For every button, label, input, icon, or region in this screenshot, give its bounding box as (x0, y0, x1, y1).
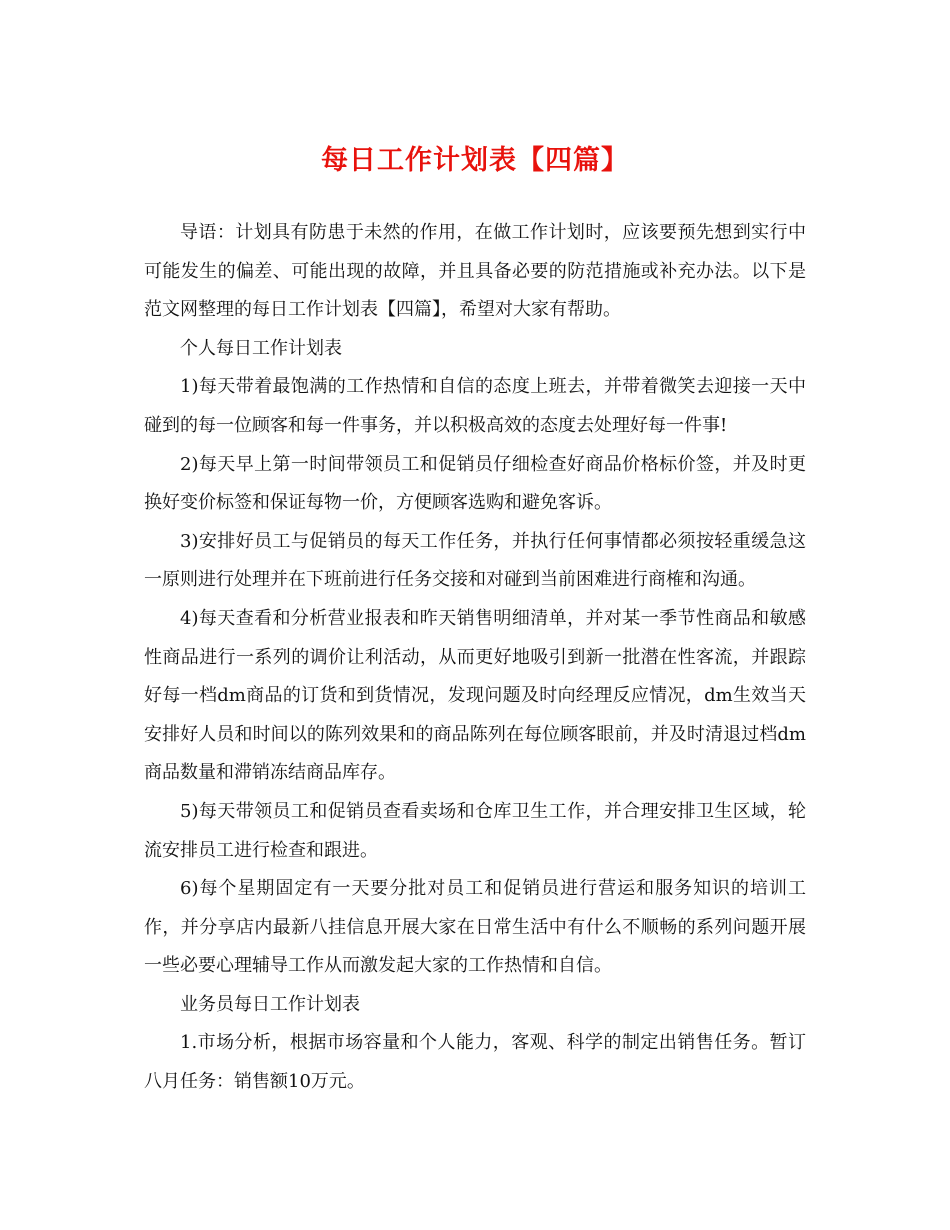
list-item: 4)每天查看和分析营业报表和昨天销售明细清单，并对某一季节性商品和敏感性商品进行一系列的调价让利活动，从而更好地吸引到新一批潜在性客流，并跟踪好每一档dm商品的订货和到货情况，发现问题及时向经理反应情况，dm生效当天安排好人员和时间以的陈列效果和的商品陈列在每位顾客眼前，并及时清退过档dm商品数量和滞销冻结商品库存。 (144, 607, 806, 784)
list-item: 1)每天带着最饱满的工作热情和自信的态度上班去，并带着微笑去迎接一天中碰到的每一位顾客和每一件事务，并以积极高效的态度去处理好每一件事! (144, 376, 806, 436)
list-item: 1.市场分析，根据市场容量和个人能力，客观、科学的制定出销售任务。暂订八月任务：销售额10万元。 (144, 1032, 806, 1093)
document-body (144, 214, 806, 1102)
list-item: 6)每个星期固定有一天要分批对员工和促销员进行营运和服务知识的培训工作，并分享店内最新八挂信息开展大家在日常生活中有什么不顺畅的系列问题开展一些必要心理辅导工作从而激发起大家的工作热情和自信。 (144, 878, 806, 977)
list-item: 5)每天带领员工和促销员查看卖场和仓库卫生工作，并合理安排卫生区域，轮流安排员工进行检查和跟进。 (144, 800, 806, 861)
document-title: 每日工作计划表【四篇】 (321, 145, 629, 176)
intro-paragraph: 导语：计划具有防患于未然的作用，在做工作计划时，应该要预先想到实行中可能发生的偏差、可能出现的故障，并且具备必要的防范措施或补充办法。以下是范文网整理的每日工作计划表【四篇】，希望对大家有帮助。 (144, 222, 806, 321)
list-item: 3)安排好员工与促销员的每天工作任务，并执行任何事情都必须按轻重缓急这一原则进行处理并在下班前进行任务交接和对碰到当前困难进行商榷和沟通。 (144, 530, 806, 591)
section-heading: 个人每日工作计划表 (180, 337, 342, 359)
list-item: 2)每天早上第一时间带领员工和促销员仔细检查好商品价格标价签，并及时更换好变价标签和保证每物一价，方便顾客选购和避免客诉。 (144, 453, 806, 514)
section-heading: 业务员每日工作计划表 (180, 993, 360, 1015)
